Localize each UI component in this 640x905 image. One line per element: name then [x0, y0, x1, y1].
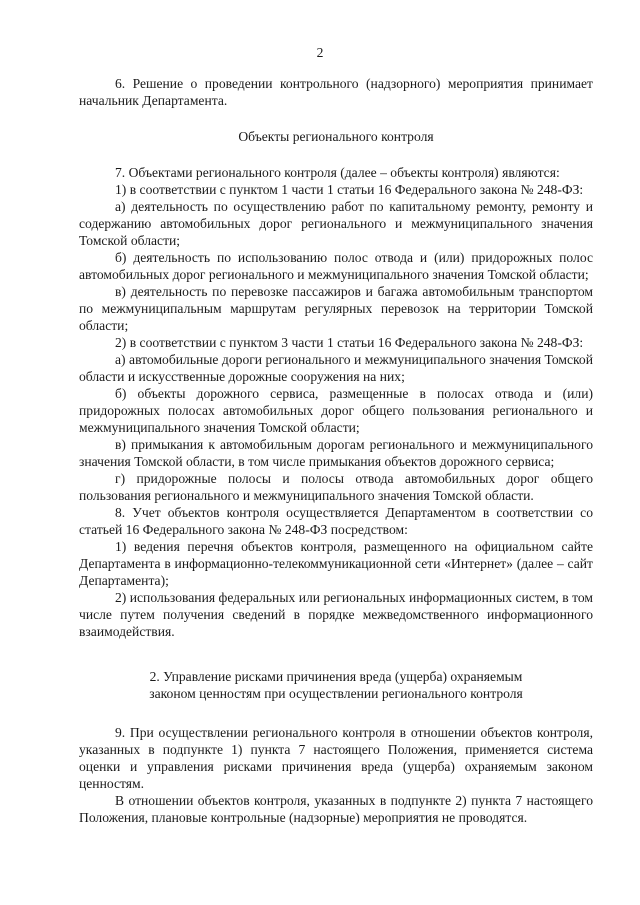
- paragraph-6: 6. Решение о проведении контрольного (надзорного) мероприятия принимает начальник Департамента.: [79, 76, 593, 108]
- paragraph-7-2-b: б) объекты дорожного сервиса, размещенные в полосах отвода и (или) придорожных полосах автомобильных дорог общего пользования регионального и межмуниципального значения Томской области;: [79, 386, 593, 435]
- paragraph-7-2-a: а) автомобильные дороги регионального и межмуниципального значения Томской области и искусственные дорожные сооружения на них;: [79, 352, 593, 384]
- document-body: [79, 75, 593, 826]
- paragraph-7-1: 1) в соответствии с пунктом 1 части 1 статьи 16 Федерального закона № 248-ФЗ:: [115, 182, 584, 197]
- heading-section-2: [79, 668, 593, 702]
- paragraph-7-2-g: г) придорожные полосы и полосы отвода автомобильных дорог общего пользования регионального и межмуниципального значения Томской области.: [79, 471, 593, 503]
- paragraph-8-1: 1) ведения перечня объектов контроля, размещенного на официальном сайте Департамента в информационно-телекоммуникационной сети «Интернет» (далее – сайт Департамента);: [79, 539, 593, 588]
- paragraph-7-1-v: в) деятельность по перевозке пассажиров и багажа автомобильным транспортом по межмуниципальным маршрутам регулярных перевозок на территории Томской области;: [79, 284, 593, 333]
- paragraph-7-1-a: а) деятельность по осуществлению работ по капитальному ремонту, ремонту и содержанию автомобильных дорог регионального и межмуниципального значения Томской области;: [79, 199, 593, 248]
- paragraph-7: 7. Объектами регионального контроля (далее – объекты контроля) являются:: [115, 165, 560, 180]
- paragraph-8: 8. Учет объектов контроля осуществляется Департаментом в соответствии со статьей 16 Федерального закона № 248-ФЗ посредством:: [79, 505, 593, 537]
- heading-objects: Объекты регионального контроля: [238, 129, 434, 144]
- paragraph-9: 9. При осуществлении регионального контроля в отношении объектов контроля, указанных в подпункте 1) пункта 7 настоящего Положения, применяется система оценки и управления рисками причинения вреда (ущерба) охраняемым законом ценностям.: [79, 725, 593, 791]
- heading-section-2-line-2: законом ценностям при осуществлении регионального контроля: [149, 686, 523, 701]
- paragraph-7-1-b: б) деятельность по использованию полос отвода и (или) придорожных полос автомобильных дорог регионального и межмуниципального значения Томской области;: [79, 250, 593, 282]
- paragraph-7-2: 2) в соответствии с пунктом 3 части 1 статьи 16 Федерального закона № 248-ФЗ:: [115, 335, 584, 350]
- heading-section-2-line-1: 2. Управление рисками причинения вреда (ущерба) охраняемым: [149, 669, 523, 684]
- paragraph-9-continued: В отношении объектов контроля, указанных в подпункте 2) пункта 7 настоящего Положения, плановые контрольные (надзорные) мероприятия не проводятся.: [79, 793, 593, 825]
- paragraph-7-2-v: в) примыкания к автомобильным дорогам регионального и межмуниципального значения Томской области, в том числе примыкания объектов дорожного сервиса;: [79, 437, 593, 469]
- page-number: 2: [316, 45, 324, 60]
- paragraph-8-2: 2) использования федеральных или региональных информационных систем, в том числе путем получения сведений в порядке межведомственного информационного взаимодействия.: [79, 590, 593, 639]
